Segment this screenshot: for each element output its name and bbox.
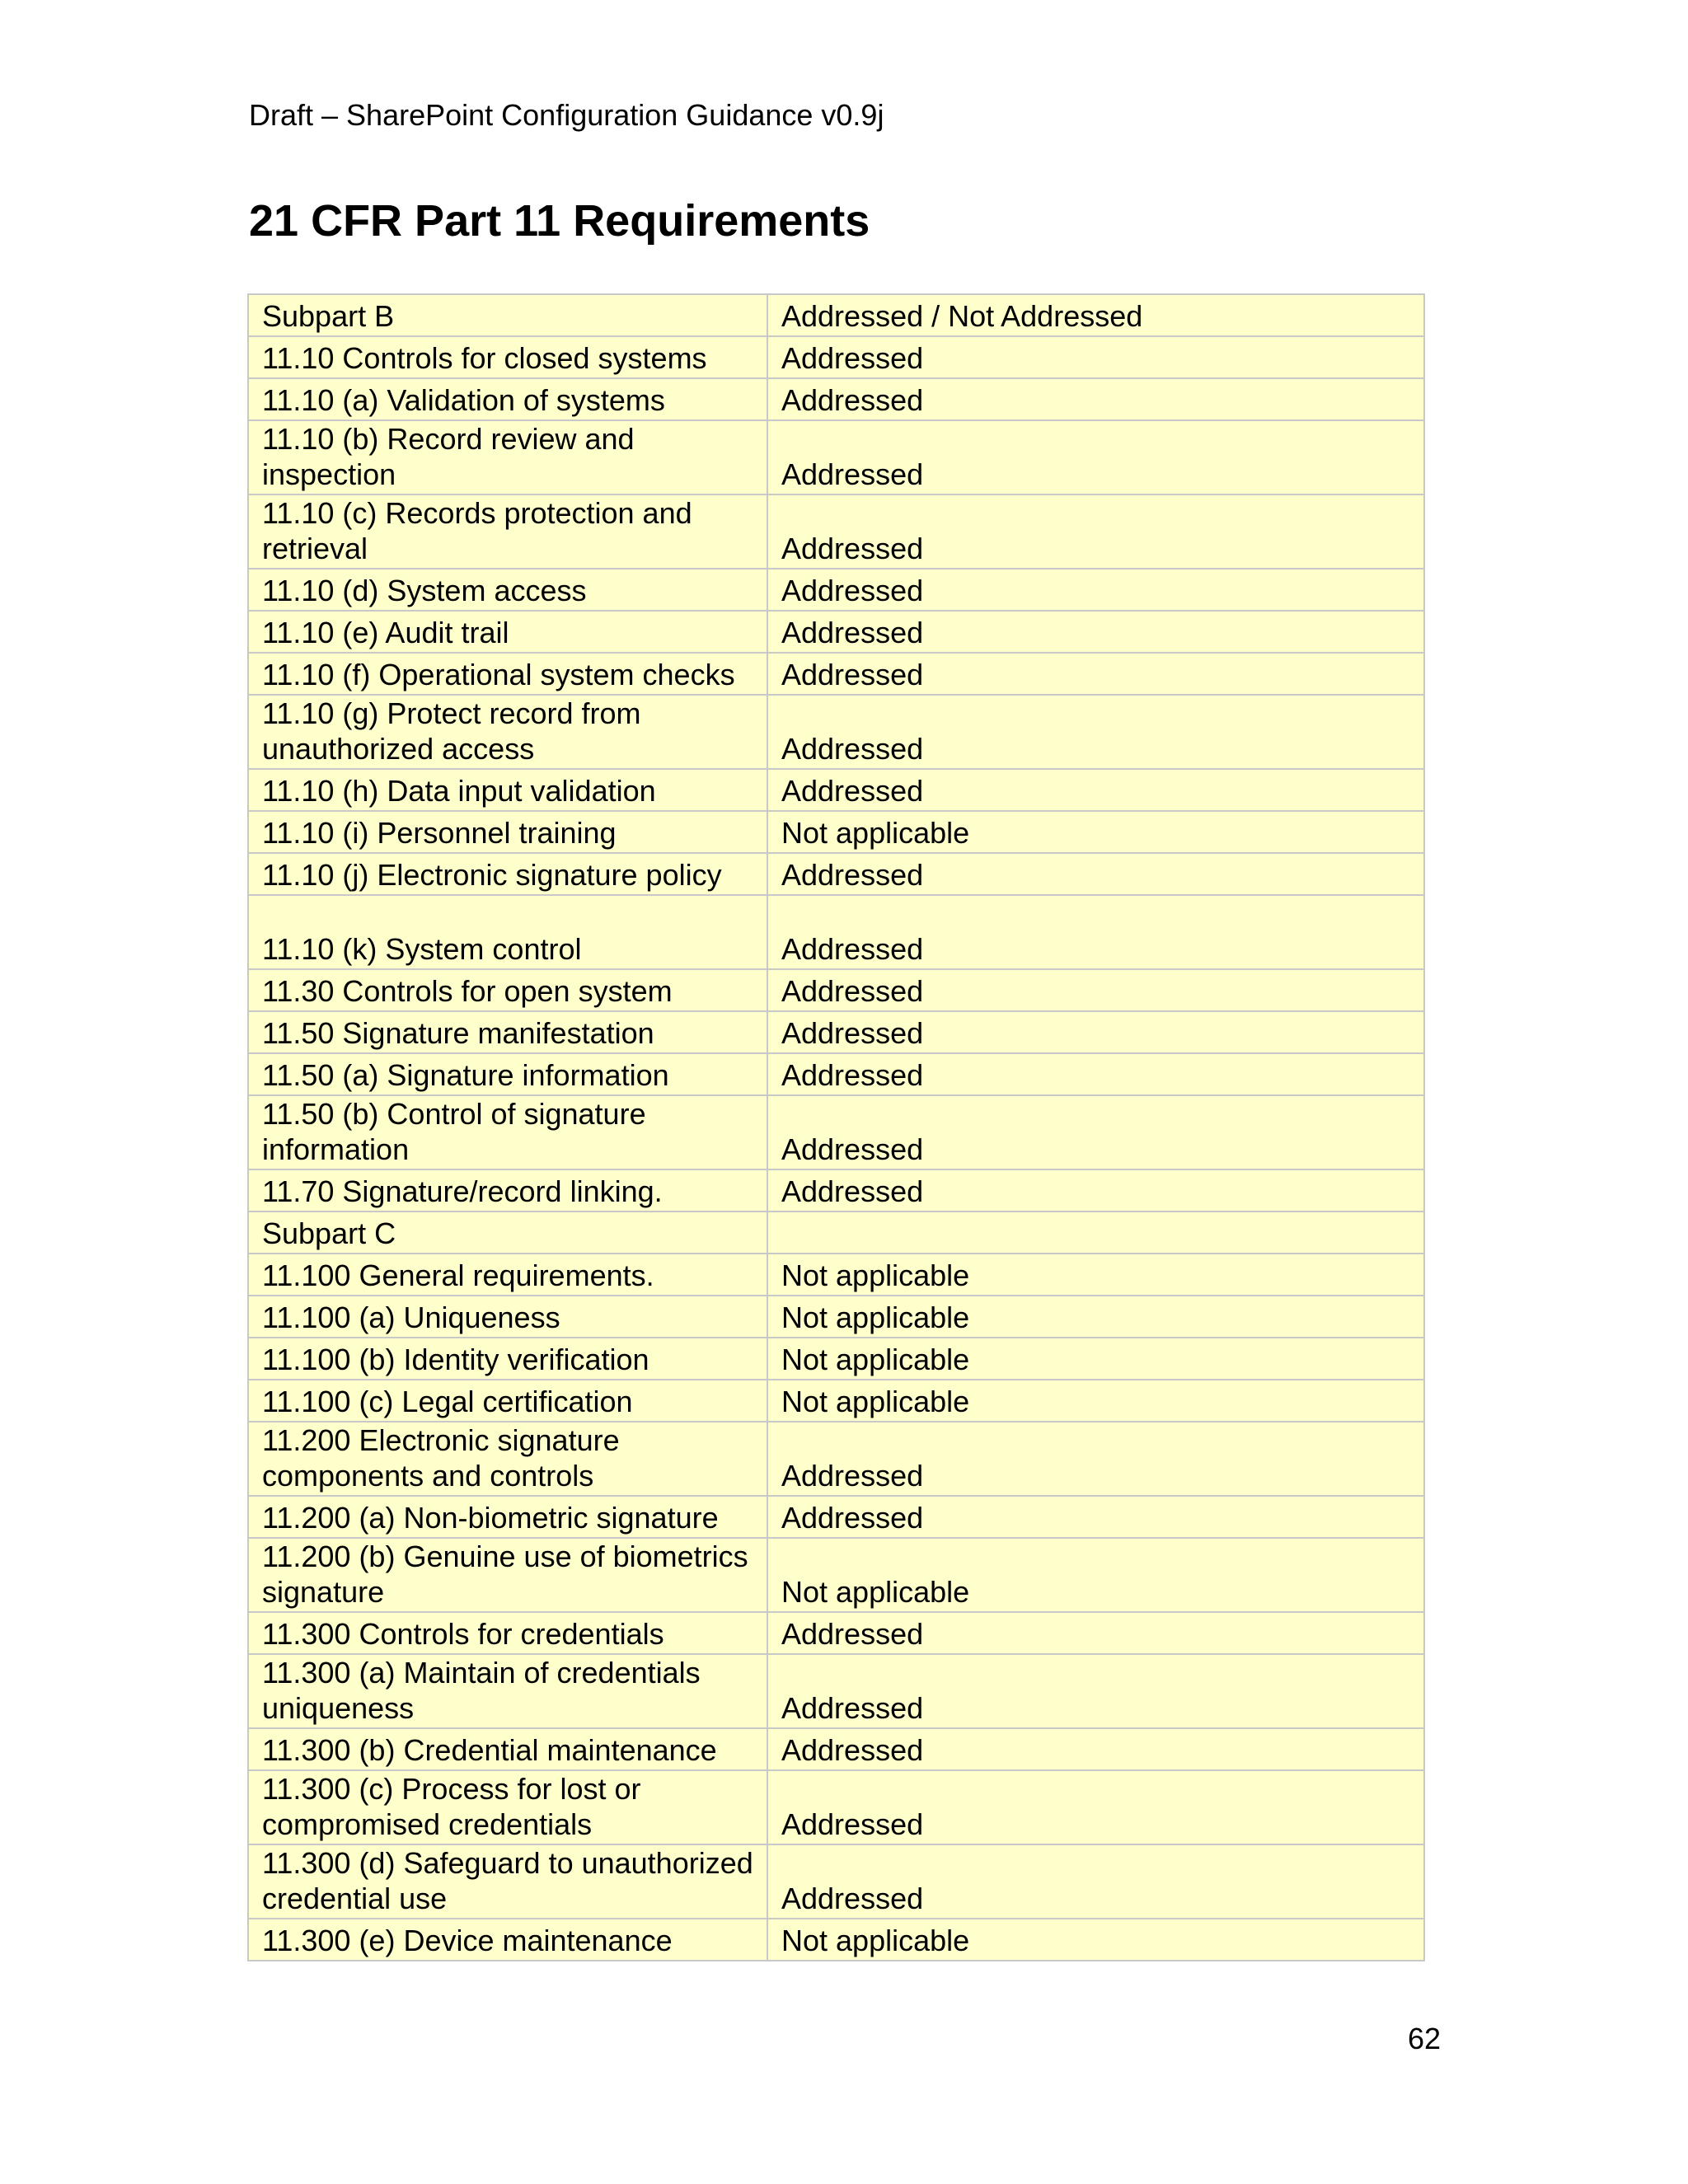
requirements-table	[247, 293, 1425, 1961]
requirement-cell: 11.10 Controls for closed systems	[248, 336, 767, 378]
requirement-cell: 11.50 Signature manifestation	[248, 1011, 767, 1053]
table-row	[248, 1169, 1424, 1212]
requirement-cell: 11.100 (a) Uniqueness	[248, 1296, 767, 1338]
requirement-cell: 11.100 (c) Legal certification	[248, 1380, 767, 1422]
table-row	[248, 1496, 1424, 1538]
requirement-cell: 11.10 (g) Protect record from unauthorized access	[248, 695, 767, 769]
table-row	[248, 294, 1424, 336]
status-cell: Addressed	[767, 1422, 1424, 1496]
status-cell: Addressed	[767, 420, 1424, 494]
status-cell	[767, 1212, 1424, 1254]
requirement-cell: 11.10 (h) Data input validation	[248, 769, 767, 811]
table-row	[248, 653, 1424, 695]
requirement-cell: 11.50 (b) Control of signature information	[248, 1095, 767, 1169]
page-title: 21 CFR Part 11 Requirements	[249, 196, 870, 246]
status-cell: Addressed	[767, 895, 1424, 969]
table-row	[248, 853, 1424, 895]
table-row	[248, 1212, 1424, 1254]
status-cell: Addressed	[767, 1053, 1424, 1095]
table-row	[248, 1053, 1424, 1095]
requirement-cell: 11.10 (c) Records protection and retrieval	[248, 494, 767, 569]
status-cell: Addressed	[767, 1169, 1424, 1212]
table-row	[248, 1422, 1424, 1496]
status-cell: Addressed	[767, 336, 1424, 378]
table-row	[248, 1254, 1424, 1296]
requirement-cell: 11.200 Electronic signature components and controls	[248, 1422, 767, 1496]
requirement-cell: 11.300 Controls for credentials	[248, 1612, 767, 1654]
table-row	[248, 1654, 1424, 1728]
table-row	[248, 1095, 1424, 1169]
table-row	[248, 569, 1424, 611]
status-cell: Not applicable	[767, 1919, 1424, 1961]
table-row	[248, 1728, 1424, 1770]
requirement-cell: 11.300 (e) Device maintenance	[248, 1919, 767, 1961]
status-cell: Addressed	[767, 653, 1424, 695]
status-cell: Addressed	[767, 1844, 1424, 1919]
status-cell: Addressed	[767, 769, 1424, 811]
requirement-cell: 11.10 (d) System access	[248, 569, 767, 611]
requirements-table-body	[248, 294, 1424, 1961]
status-cell: Addressed	[767, 569, 1424, 611]
document-header: Draft – SharePoint Configuration Guidance v0.9j	[249, 98, 884, 132]
table-row	[248, 611, 1424, 653]
status-cell: Not applicable	[767, 1296, 1424, 1338]
requirement-cell: 11.50 (a) Signature information	[248, 1053, 767, 1095]
table-row	[248, 494, 1424, 569]
status-cell: Not applicable	[767, 1338, 1424, 1380]
table-row	[248, 1612, 1424, 1654]
status-cell: Not applicable	[767, 1538, 1424, 1612]
table-row	[248, 695, 1424, 769]
table-row	[248, 1538, 1424, 1612]
status-cell: Addressed	[767, 494, 1424, 569]
status-cell: Addressed	[767, 853, 1424, 895]
status-cell: Addressed / Not Addressed	[767, 294, 1424, 336]
requirement-cell: 11.10 (f) Operational system checks	[248, 653, 767, 695]
status-cell: Addressed	[767, 1011, 1424, 1053]
requirement-cell: Subpart C	[248, 1212, 767, 1254]
requirement-cell: 11.30 Controls for open system	[248, 969, 767, 1011]
requirement-cell: Subpart B	[248, 294, 767, 336]
status-cell: Addressed	[767, 378, 1424, 420]
status-cell: Addressed	[767, 1654, 1424, 1728]
status-cell: Addressed	[767, 1612, 1424, 1654]
requirement-cell: 11.70 Signature/record linking.	[248, 1169, 767, 1212]
status-cell: Addressed	[767, 1728, 1424, 1770]
table-row	[248, 1338, 1424, 1380]
status-cell: Not applicable	[767, 1254, 1424, 1296]
requirement-cell: 11.200 (b) Genuine use of biometrics signature	[248, 1538, 767, 1612]
status-cell: Addressed	[767, 611, 1424, 653]
requirement-cell: 11.300 (b) Credential maintenance	[248, 1728, 767, 1770]
status-cell: Not applicable	[767, 811, 1424, 853]
requirement-cell: 11.300 (c) Process for lost or compromised credentials	[248, 1770, 767, 1844]
requirement-cell: 11.10 (e) Audit trail	[248, 611, 767, 653]
table-row	[248, 420, 1424, 494]
requirement-cell: 11.300 (a) Maintain of credentials uniqueness	[248, 1654, 767, 1728]
requirement-cell: 11.10 (a) Validation of systems	[248, 378, 767, 420]
requirement-cell: 11.10 (b) Record review and inspection	[248, 420, 767, 494]
status-cell: Addressed	[767, 1496, 1424, 1538]
requirement-cell: 11.10 (j) Electronic signature policy	[248, 853, 767, 895]
requirement-cell: 11.100 General requirements.	[248, 1254, 767, 1296]
requirement-cell: 11.300 (d) Safeguard to unauthorized credential use	[248, 1844, 767, 1919]
table-row	[248, 1380, 1424, 1422]
table-row	[248, 1844, 1424, 1919]
status-cell: Not applicable	[767, 1380, 1424, 1422]
table-row	[248, 1919, 1424, 1961]
table-row	[248, 895, 1424, 969]
table-row	[248, 1296, 1424, 1338]
table-row	[248, 1770, 1424, 1844]
status-cell: Addressed	[767, 1770, 1424, 1844]
requirement-cell: 11.10 (k) System control	[248, 895, 767, 969]
table-row	[248, 811, 1424, 853]
status-cell: Addressed	[767, 969, 1424, 1011]
table-row	[248, 378, 1424, 420]
table-row	[248, 336, 1424, 378]
requirement-cell: 11.10 (i) Personnel training	[248, 811, 767, 853]
requirement-cell: 11.100 (b) Identity verification	[248, 1338, 767, 1380]
table-row	[248, 769, 1424, 811]
page-number: 62	[1408, 2022, 1442, 2055]
status-cell: Addressed	[767, 1095, 1424, 1169]
table-row	[248, 969, 1424, 1011]
requirement-cell: 11.200 (a) Non-biometric signature	[248, 1496, 767, 1538]
table-row	[248, 1011, 1424, 1053]
status-cell: Addressed	[767, 695, 1424, 769]
